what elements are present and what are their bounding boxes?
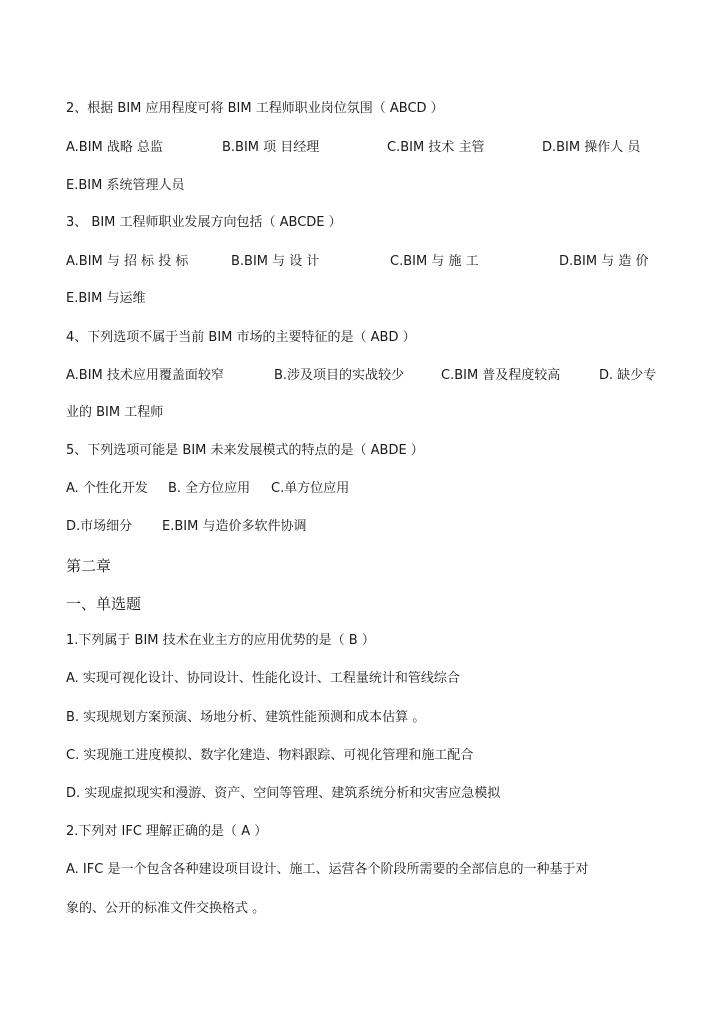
s2-option-a-line2: 象的、公开的标准文件交换格式 。 bbox=[66, 901, 266, 916]
q3-option-e: E.BIM 与运维 bbox=[66, 291, 146, 306]
q2-option-c: C.BIM 技术 主管 bbox=[387, 140, 485, 155]
q3-option-d: D.BIM 与 造 价 bbox=[559, 254, 649, 269]
q2-option-a: A.BIM 战略 总监 bbox=[66, 140, 164, 155]
q5-option-e: E.BIM 与造价多软件协调 bbox=[162, 519, 307, 534]
q2-option-d: D.BIM 操作人 员 bbox=[542, 140, 641, 155]
q4-continuation: 业的 BIM 工程师 bbox=[66, 405, 164, 420]
s1-option-c: C. 实现施工进度模拟、数字化建造、物料跟踪、可视化管理和施工配合 bbox=[66, 748, 474, 763]
q3-question: 3、 BIM 工程师职业发展方向包括（ ABCDE ） bbox=[66, 215, 342, 230]
q2-question: 2、根据 BIM 应用程度可将 BIM 工程师职业岗位氛围（ ABCD ） bbox=[66, 101, 444, 116]
s1-question: 1.下列属于 BIM 技术在业主方的应用优势的是（ B ） bbox=[66, 633, 375, 648]
q2-option-e: E.BIM 系统管理人员 bbox=[66, 178, 185, 193]
s2-option-a-line1: A. IFC 是一个包含各种建设项目设计、施工、运营各个阶段所需要的全部信息的一种基于对 bbox=[66, 862, 589, 877]
q3-option-c: C.BIM 与 施 工 bbox=[390, 254, 479, 269]
s1-option-b: B. 实现规划方案预演、场地分析、建筑性能预测和成本估算 。 bbox=[66, 710, 426, 725]
q5-question: 5、下列选项可能是 BIM 未来发展模式的特点的是（ ABDE ） bbox=[66, 443, 424, 458]
chapter-heading: 第二章 bbox=[66, 557, 112, 575]
q3-option-b: B.BIM 与 设 计 bbox=[231, 254, 320, 269]
q5-option-b: B. 全方位应用 bbox=[168, 481, 251, 496]
q4-option-d: D. 缺少专 bbox=[599, 368, 657, 383]
s1-option-a: A. 实现可视化设计、协同设计、性能化设计、工程量统计和管线综合 bbox=[66, 671, 460, 686]
q4-question: 4、下列选项不属于当前 BIM 市场的主要特征的是（ ABD ） bbox=[66, 330, 416, 345]
q2-option-b: B.BIM 项 目经理 bbox=[222, 140, 320, 155]
q4-option-a: A.BIM 技术应用覆盖面较窄 bbox=[66, 368, 224, 383]
q3-option-a: A.BIM 与 招 标 投 标 bbox=[66, 254, 189, 269]
q4-option-b: B.涉及项目的实战较少 bbox=[274, 368, 405, 383]
q5-option-a: A. 个性化开发 bbox=[66, 481, 148, 496]
s2-question: 2.下列对 IFC 理解正确的是（ A ） bbox=[66, 824, 268, 839]
section-heading: 一、单选题 bbox=[66, 595, 142, 613]
s1-option-d: D. 实现虚拟现实和漫游、资产、空间等管理、建筑系统分析和灾害应急模拟 bbox=[66, 786, 501, 801]
q4-option-c: C.BIM 普及程度较高 bbox=[441, 368, 561, 383]
q5-option-c: C.单方位应用 bbox=[271, 481, 350, 496]
q5-option-d: D.市场细分 bbox=[66, 519, 133, 534]
